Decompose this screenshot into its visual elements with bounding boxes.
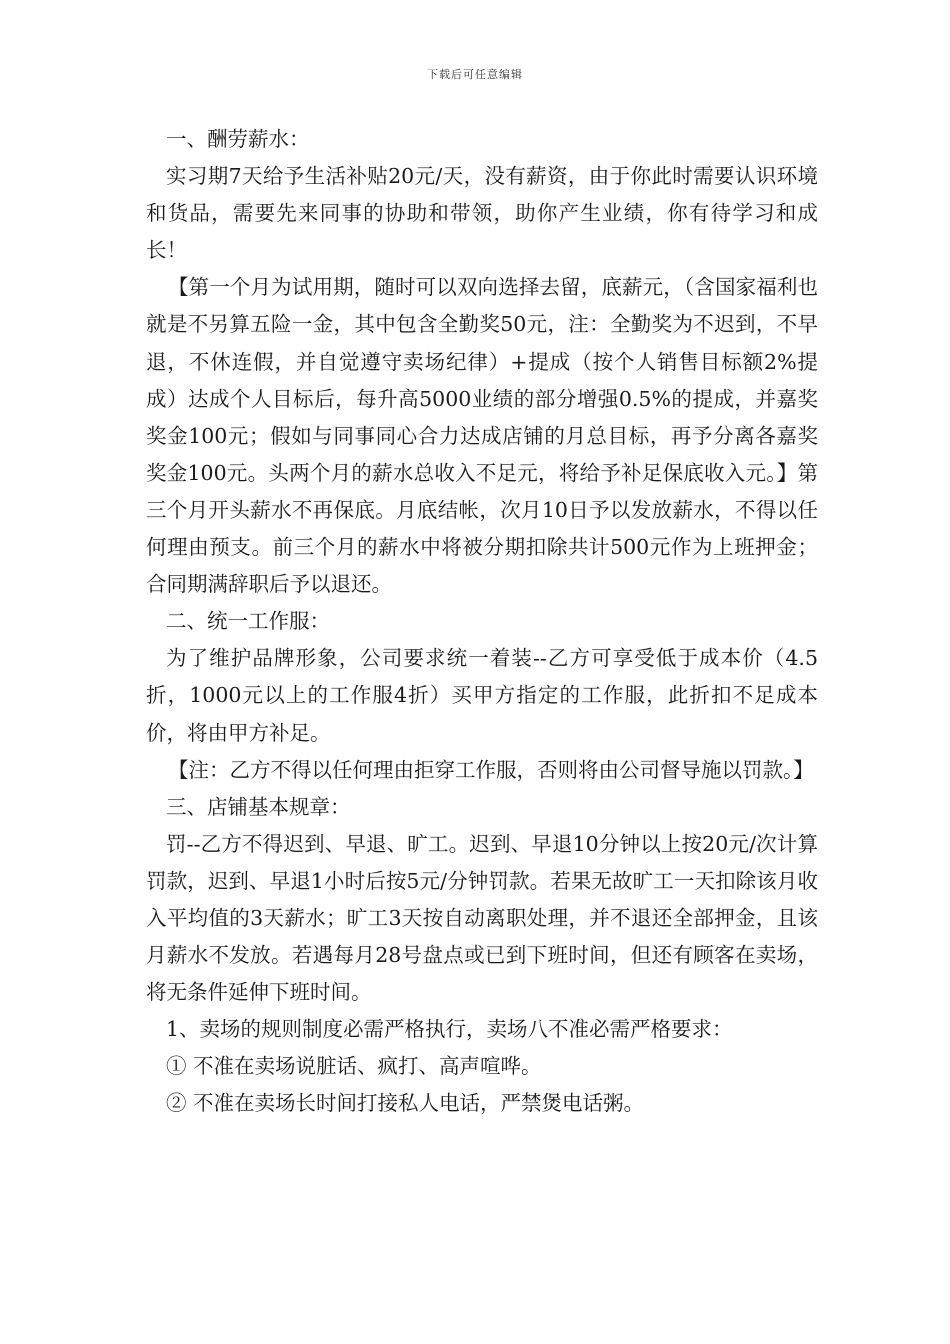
section-heading-uniform: 二、统一工作服： (166, 609, 330, 634)
paragraph-internship: 实习期7天给予生活补贴20元/天，没有薪资，由于你此时需要认识环境和货品，需要先来同事的协助和带领，助你产生业绩，你有待学习和成长！ (146, 164, 818, 263)
rule-subitem-2: ② 不准在卖场长时间打接私人电话，严禁煲电话粥。 (166, 1091, 645, 1116)
document-body (146, 121, 818, 1123)
rule-subitem-1: ① 不准在卖场说脏话、疯打、高声喧哗。 (166, 1054, 542, 1079)
rule-item-1: 1、卖场的规则制度必需严格执行，卖场八不准必需严格要求： (166, 1017, 733, 1042)
section-heading-salary: 一、酬劳薪水： (166, 127, 310, 151)
paragraph-probation: 【第一个月为试用期，随时可以双向选择去留，底薪元，（含国家福利也就是不另算五险一金，其中包含全勤奖50元，注：全勤奖为不迟到，不早退，不休连假，并自觉遵守卖场纪律）+提成（按个人销售目标额2%提成）达成个人目标后，每升高5000业绩的部分增强0.5%的提成，并嘉奖奖金100元；假如与同事同心合力达成店铺的月总目标，再予分离各嘉奖奖金100元。头两个月的薪水总收入不足元，将给予补足保底收入元。】第三个月开头薪水不再保底。月底结帐，次月10日予以发放薪水，不得以任何理由预支。前三个月的薪水中将被分期扣除共计500元作为上班押金；合同期满辞职后予以退还。 (146, 275, 818, 597)
paragraph-uniform: 为了维护品牌形象，公司要求统一着装--乙方可享受低于成本价（4.5折，1000元以上的工作服4折）买甲方指定的工作服，此折扣不足成本价，将由甲方补足。 (146, 646, 818, 745)
paragraph-uniform-note: 【注：乙方不得以任何理由拒穿工作服，否则将由公司督导施以罚款。】 (168, 757, 814, 782)
paragraph-penalties: 罚--乙方不得迟到、早退、旷工。迟到、早退10分钟以上按20元/次计算罚款，迟到、早退1小时后按5元/分钟罚款。若果无故旷工一天扣除该月收入平均值的3天薪水；旷工3天按自动离职处理，并不退还全部押金，且该月薪水不发放。若遇每月28号盘点或已到下班时间，但还有顾客在卖场，将无条件延伸下班时间。 (146, 831, 818, 1005)
section-heading-rules: 三、店铺基本规章： (166, 794, 351, 819)
page-header: 下载后可任意编辑 (427, 68, 523, 81)
